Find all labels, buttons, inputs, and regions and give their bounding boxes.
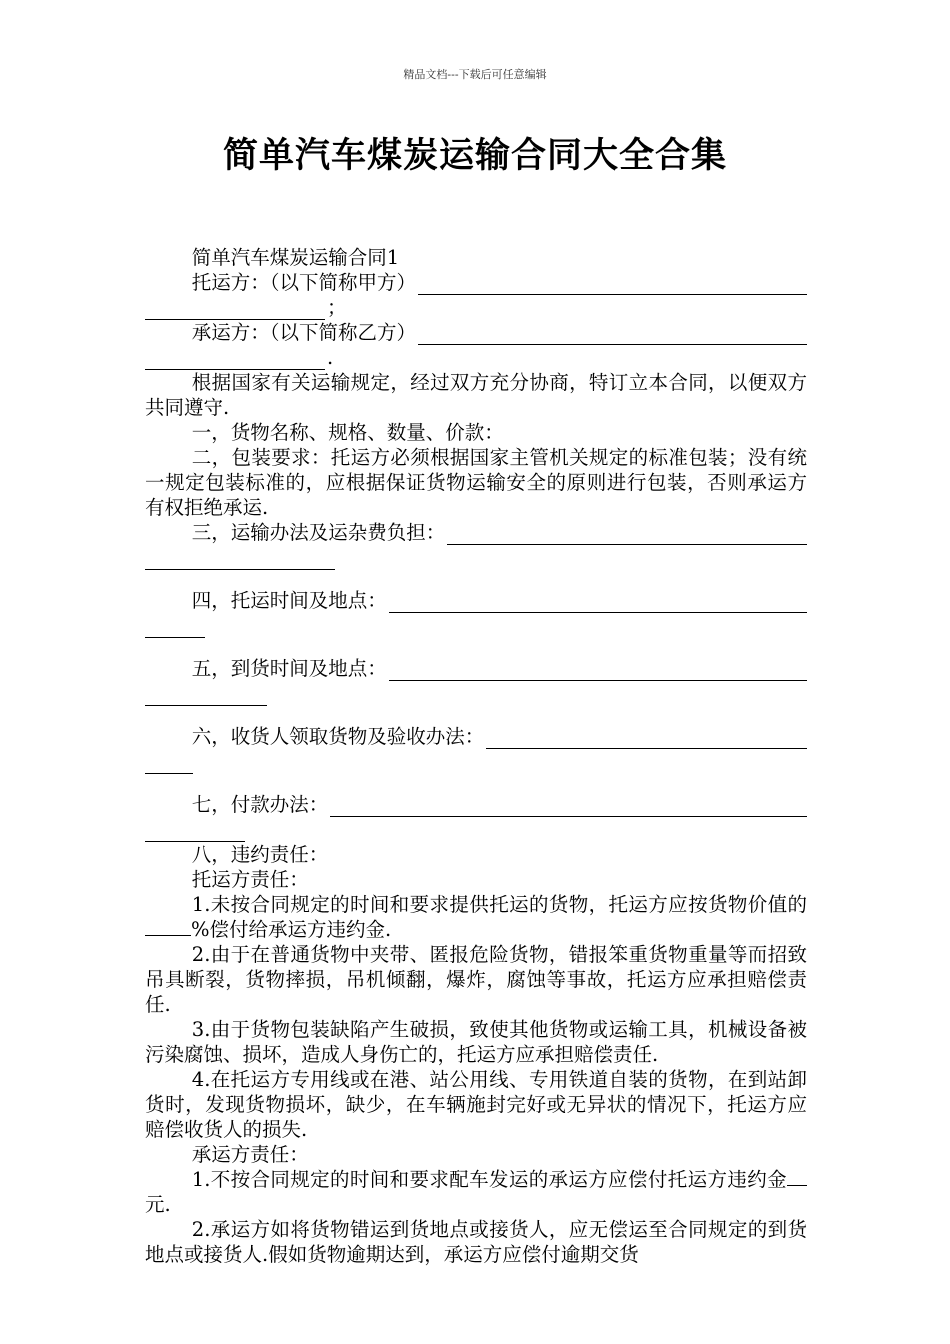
header-note: 精品文档---下载后可任意编辑 bbox=[403, 68, 547, 81]
carrier-clause-2: 2.承运方如将货物错运到货地点或接货人，应无偿运至合同规定的到货地点或接货人.假如货物逾期达到，承运方应偿付逾期交货 bbox=[145, 1218, 807, 1266]
item-7-label: 七，付款办法： bbox=[191, 793, 329, 816]
intro-paragraph: 根据国家有关运输规定，经过双方充分协商，特订立本合同，以便双方共同遵守. bbox=[145, 371, 807, 419]
consignor-clause-4: 4.在托运方专用线或在港、站公用线、专用铁道自装的货物，在到站卸货时，发现货物损坏，缺少，在车辆施封完好或无异状的情况下，托运方应赔偿收货人的损失. bbox=[145, 1068, 807, 1141]
consignor-label: 托运方：（以下简称甲方） bbox=[191, 271, 417, 294]
carrier-clause-1-pre: 1.不按合同规定的时间和要求配车发运的承运方应偿付托运方违约金 bbox=[191, 1168, 787, 1191]
contract-body bbox=[145, 245, 807, 1267]
item-5-blank-cont bbox=[145, 686, 267, 706]
consignor-clause-2: 2.由于在普通货物中夹带、匿报危险货物，错报笨重货物重量等而招致吊具断裂，货物摔损，吊机倾翻，爆炸，腐蚀等事故，托运方应承担赔偿责任. bbox=[145, 943, 807, 1016]
item-2: 二，包装要求：托运方必须根据国家主管机关规定的标准包装；没有统一规定包装标准的，应根据保证货物运输安全的原则进行包装，否则承运方有权拒绝承运. bbox=[145, 446, 807, 519]
item-3-blank bbox=[447, 525, 807, 545]
item-3-line-cont bbox=[145, 545, 807, 570]
document-title: 简单汽车煤炭运输合同大全合集 bbox=[222, 136, 727, 176]
item-5-blank bbox=[389, 661, 807, 681]
item-6-line-cont bbox=[145, 749, 807, 774]
item-1: 一，货物名称、规格、数量、价款： bbox=[191, 421, 504, 444]
item-7-line bbox=[145, 792, 807, 817]
item-6-line bbox=[145, 724, 807, 749]
consignor-responsibility-heading: 托运方责任： bbox=[191, 868, 309, 891]
penalty-amount-blank bbox=[787, 1167, 807, 1186]
carrier-line-cont bbox=[145, 345, 807, 370]
item-6-label: 六，收货人领取货物及验收办法： bbox=[191, 725, 485, 748]
item-5-label: 五，到货时间及地点： bbox=[191, 657, 387, 680]
item-3-blank-cont bbox=[145, 550, 335, 570]
carrier-label: 承运方：（以下简称乙方） bbox=[191, 321, 417, 344]
consignor-clause-1-pre: 1.未按合同规定的时间和要求提供托运的货物，托运方应按货物价值的 bbox=[191, 893, 807, 916]
carrier-responsibility-heading: 承运方责任： bbox=[191, 1143, 309, 1166]
item-4-line-cont bbox=[145, 613, 807, 638]
item-6-blank bbox=[486, 729, 807, 749]
consignor-clause-1-post: %偿付给承运方违约金. bbox=[191, 918, 392, 941]
consignor-line-cont bbox=[145, 295, 807, 320]
item-3-label: 三，运输办法及运杂费负担： bbox=[191, 521, 446, 544]
item-3-line bbox=[145, 520, 807, 545]
item-7-blank bbox=[330, 797, 807, 817]
item-7-line-cont bbox=[145, 817, 807, 842]
contract-subtitle: 简单汽车煤炭运输合同1 bbox=[191, 246, 400, 269]
carrier-end: . bbox=[327, 346, 334, 369]
consignor-clause-3: 3.由于货物包装缺陷产生破损，致使其他货物或运输工具，机械设备被污染腐蚀、损坏，造成人身伤亡的，托运方应承担赔偿责任. bbox=[145, 1018, 807, 1066]
item-4-line bbox=[145, 588, 807, 613]
item-5-line-cont bbox=[145, 681, 807, 706]
consignor-blank bbox=[418, 275, 807, 295]
item-6-blank-cont bbox=[145, 754, 193, 774]
penalty-percent-blank bbox=[145, 917, 191, 936]
item-4-blank-cont bbox=[145, 618, 205, 638]
consignor-blank-cont bbox=[145, 300, 325, 320]
carrier-clause-1 bbox=[145, 1167, 807, 1217]
consignor-line bbox=[145, 270, 807, 295]
item-4-label: 四，托运时间及地点： bbox=[191, 589, 387, 612]
consignor-clause-1 bbox=[145, 892, 807, 942]
carrier-line bbox=[145, 320, 807, 345]
item-7-blank-cont bbox=[145, 822, 245, 842]
carrier-blank-cont bbox=[145, 350, 325, 370]
item-8: 八，违约责任： bbox=[191, 843, 329, 866]
carrier-blank bbox=[418, 325, 807, 345]
carrier-clause-1-post: 元. bbox=[145, 1193, 171, 1216]
item-4-blank bbox=[389, 593, 807, 613]
consignor-end: ； bbox=[327, 296, 347, 319]
item-5-line bbox=[145, 656, 807, 681]
